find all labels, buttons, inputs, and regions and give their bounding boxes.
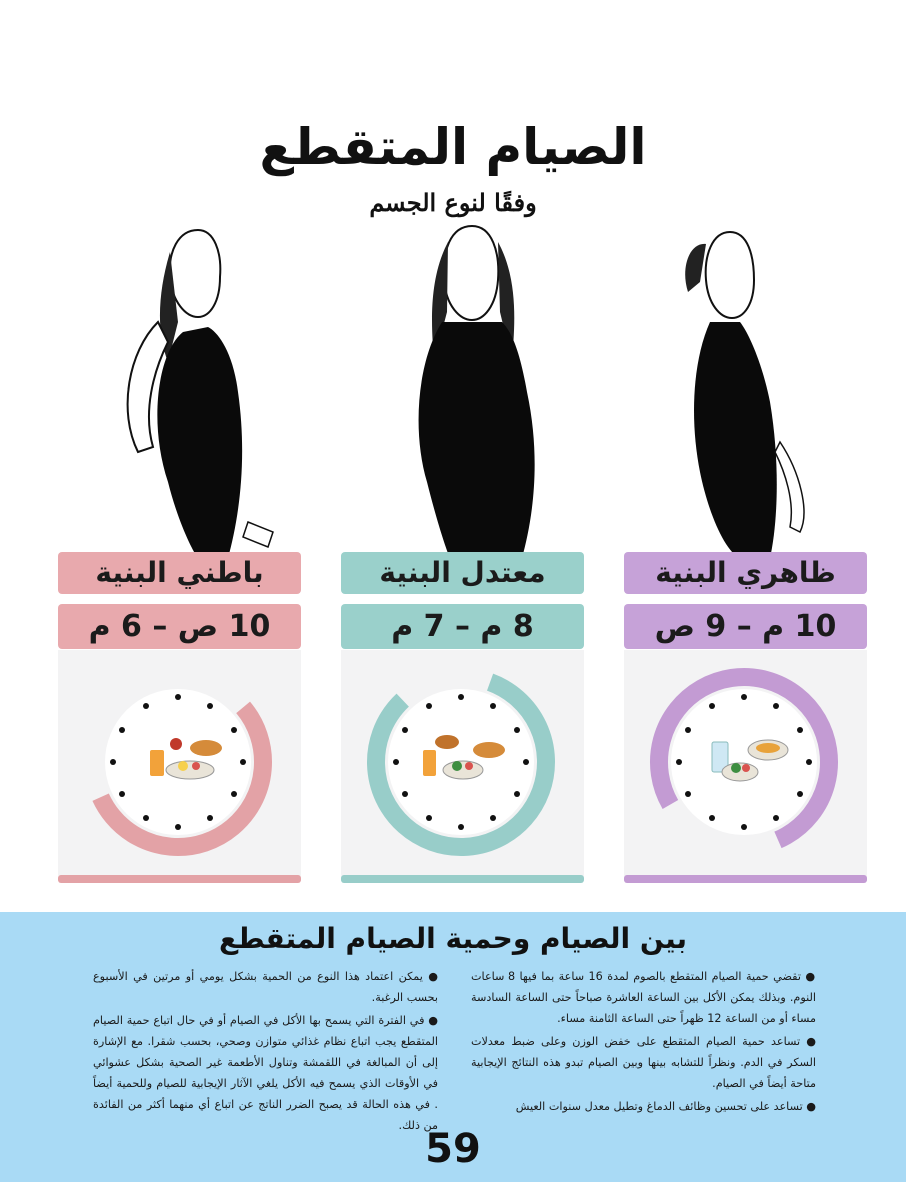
woman-figure-illustration-left [98, 222, 298, 558]
card-time: 10 ص – 6 م [58, 604, 301, 649]
left-column [93, 966, 438, 1138]
bullet-paragraph: ● تساعد على تحسين وظائف الدماغ وتطيل معدل سنوات العيش [515, 1100, 816, 1113]
clock-eating-window-icon [361, 662, 566, 867]
right-column [471, 966, 816, 1119]
card-ectomorph [624, 552, 870, 884]
page-subtitle: وفقًا لنوع الجسم [369, 188, 537, 217]
bullet-paragraph: ● في الفترة التي يسمح بها الأكل في الصيام أو في حال اتباع حمية الصيام المتقطع يجب اتباع نظام غذائي متوازن وصحي، بحسب شقرا. مع الإشارة إلى أن المبالغة في اللقمشة وتناول الأطعمة غير الصحية بشكل عشوائي في الأوقات الذي يسمح فيه الأكل يلغي الآثار الإيجابية للصيام وللحمية أيضاً . في هذه الحالة قد يصبح الضرر الناتج عن اتباع أي منهما أكثر من الفائدة من ذلك. [93, 1014, 438, 1132]
card-label: معتدل البنية [341, 552, 584, 594]
woman-figure-illustration-center [372, 222, 572, 558]
clock-eating-window-icon [78, 662, 283, 867]
section-title: بين الصيام وحمية الصيام المتقطع [218, 922, 688, 955]
card-label: ظاهري البنية [624, 552, 867, 594]
woman-figure-illustration-right [630, 222, 830, 558]
card-base-bar [624, 875, 867, 883]
bullet-paragraph: ● تقضي حمية الصيام المتقطع بالصوم لمدة 16 ساعة بما فيها 8 ساعات النوم. وبذلك يمكن الأكل بين الساعة العاشرة صباحاً حتى الساعة السادسة مساء أو من الساعة 12 ظهراً حتى الساعة الثامنة مساء. [471, 970, 816, 1025]
card-label: باطني البنية [58, 552, 301, 594]
card-base-bar [58, 875, 301, 883]
page-title: الصيام المتقطع [259, 118, 647, 176]
card-mesomorph [341, 552, 587, 884]
card-time: 8 م – 7 م [341, 604, 584, 649]
page-number: 59 [425, 1126, 481, 1172]
card-time: 10 م – 9 ص [624, 604, 867, 649]
card-base-bar [341, 875, 584, 883]
card-endomorph [58, 552, 304, 884]
clock-eating-window-icon [644, 662, 849, 867]
bullet-paragraph: ● يمكن اعتماد هذا النوع من الحمية بشكل يومي أو مرتين في الأسبوع بحسب الرغبة. [93, 970, 438, 1004]
bullet-paragraph: ● تساعد حمية الصيام المتقطع على خفض الوزن وعلى ضبط معدلات السكر في الدم. ونظراً للتشابه بينها وبين الصيام تبدو هذه النتائج الإيجابية متاحة أيضاً في الصيام. [471, 1035, 816, 1090]
